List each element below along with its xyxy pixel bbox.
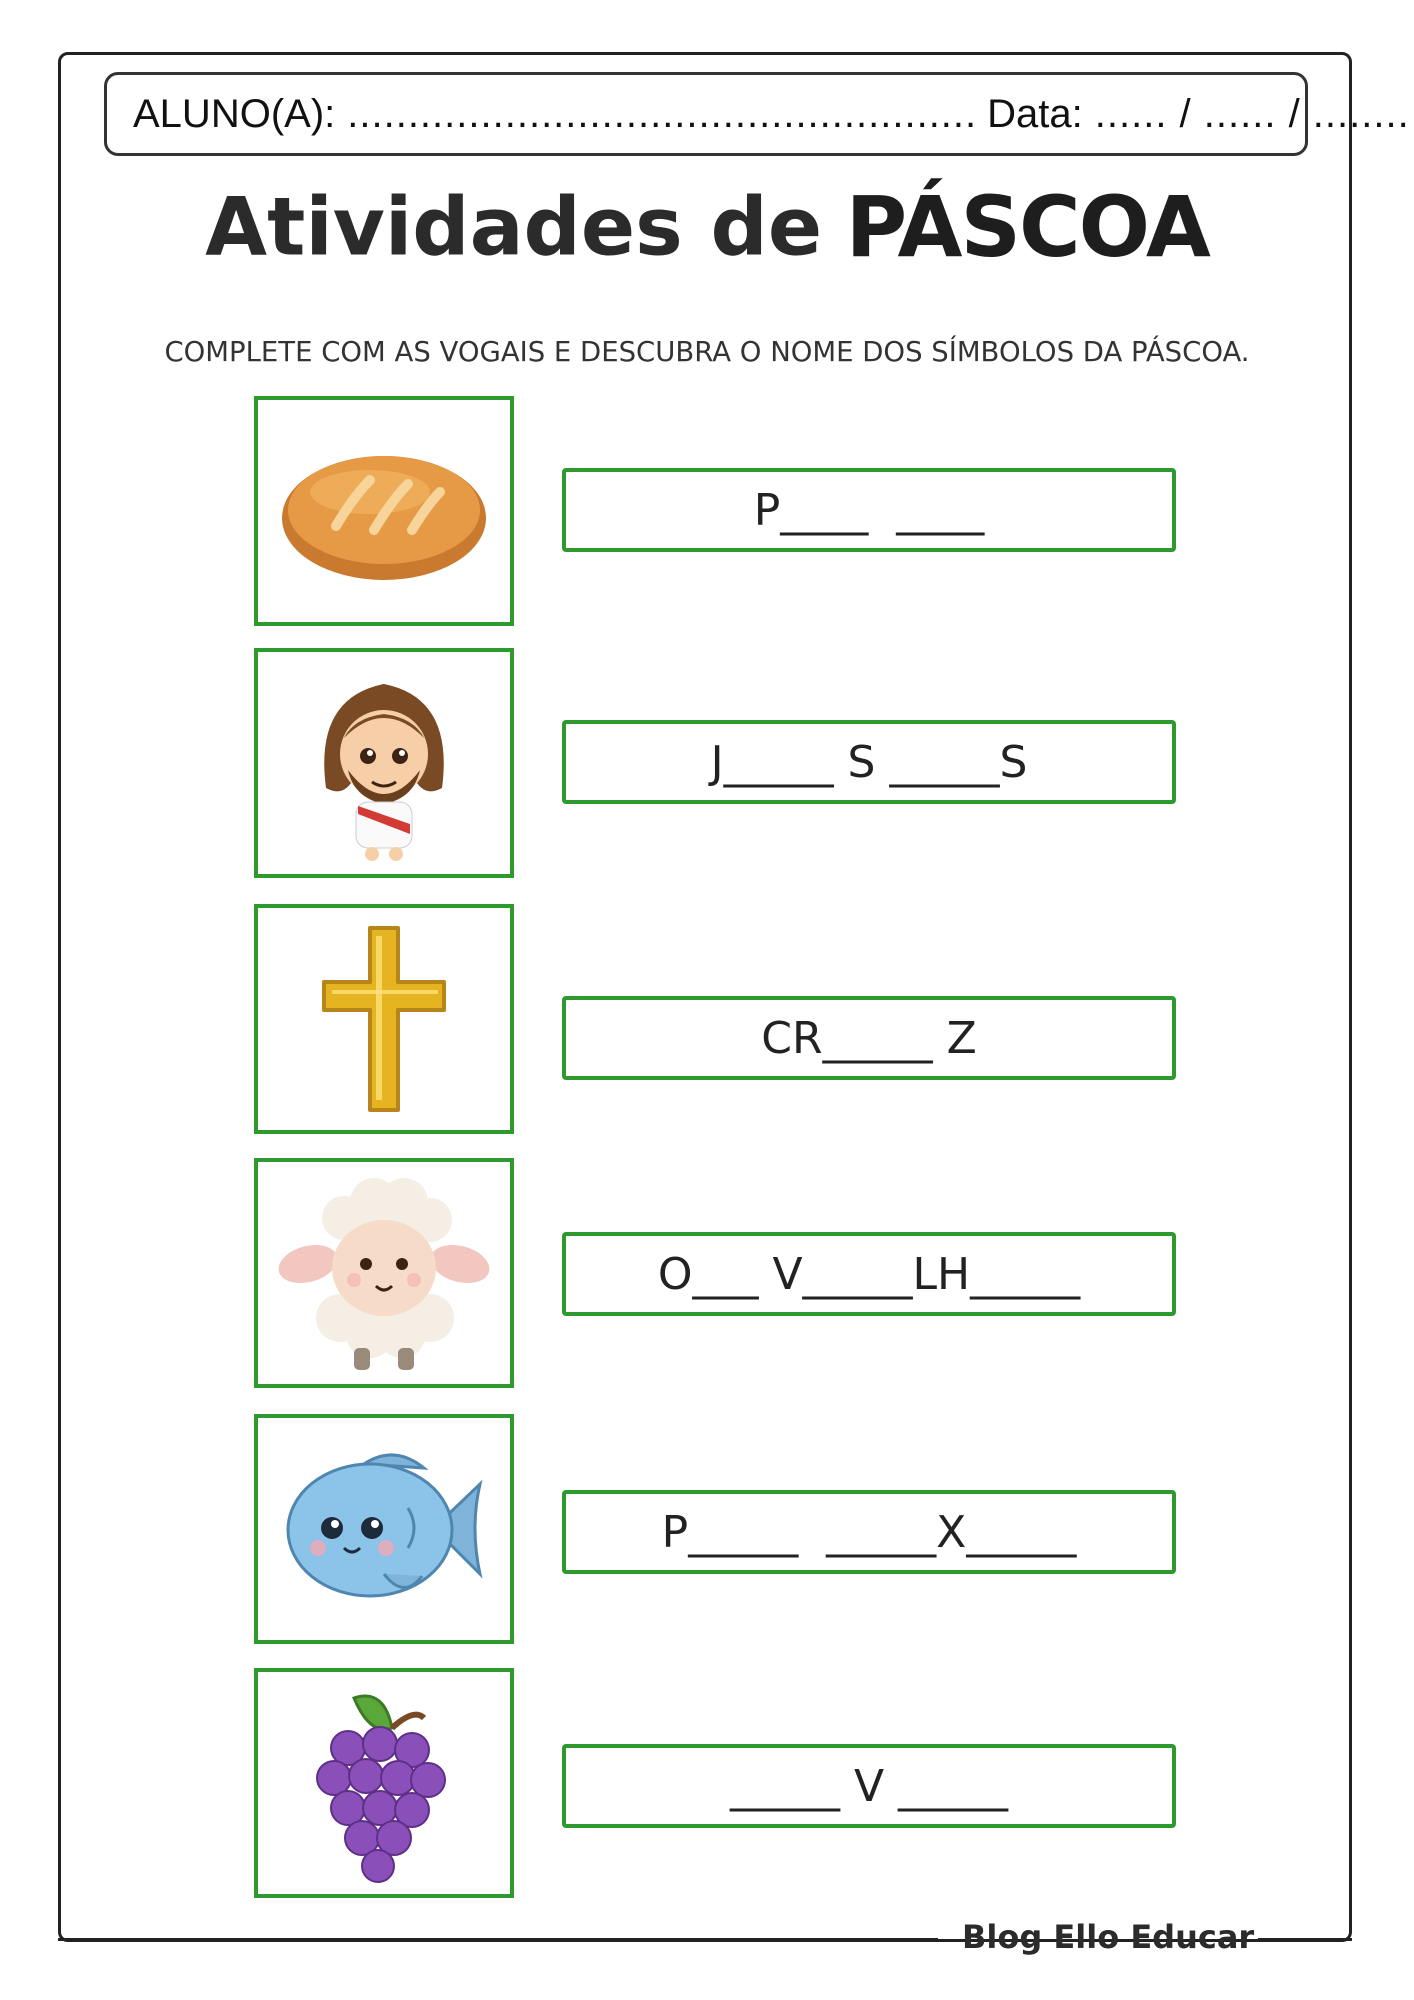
footer-line-right xyxy=(1258,1938,1352,1941)
answer-box-cross[interactable]: CR_____ Z xyxy=(562,996,1176,1080)
answer-box-grapes[interactable]: _____ V _____ xyxy=(562,1744,1176,1828)
lamb-image-box xyxy=(254,1158,514,1388)
grapes-icon xyxy=(274,1678,494,1888)
cross-icon xyxy=(274,914,494,1124)
answer-box-lamb[interactable]: O___ V_____LH_____ xyxy=(562,1232,1176,1316)
grapes-image-box xyxy=(254,1668,514,1898)
student-header xyxy=(104,72,1410,156)
title-part1: Atividades de xyxy=(205,180,823,274)
answer-box-fish[interactable]: P_____ _____X_____ xyxy=(562,1490,1176,1574)
student-label: ALUNO(A): xyxy=(133,91,336,136)
page-title xyxy=(0,178,1414,276)
cross-image-box xyxy=(254,904,514,1134)
fish-image-box xyxy=(254,1414,514,1644)
fish-icon xyxy=(274,1424,494,1634)
title-part2: PÁSCOA xyxy=(845,178,1209,276)
footer-line-left xyxy=(58,1938,938,1941)
jesus-icon xyxy=(274,658,494,868)
answer-box-bread[interactable]: P____ ____ xyxy=(562,468,1176,552)
instructions: COMPLETE COM AS VOGAIS E DESCUBRA O NOME DOS SÍMBOLOS DA PÁSCOA. xyxy=(164,336,1250,368)
date-label: Data: xyxy=(987,91,1083,136)
answer-box-jesus[interactable]: J_____ S _____S xyxy=(562,720,1176,804)
bread-image-box xyxy=(254,396,514,626)
date-blank: ...... / ...... / ........ xyxy=(1094,91,1410,136)
jesus-image-box xyxy=(254,648,514,878)
footer-brand: Blog Ello Educar xyxy=(962,1918,1255,1956)
lamb-icon xyxy=(274,1168,494,1378)
student-name-blank: .................................................... xyxy=(347,91,978,136)
bread-icon xyxy=(274,406,494,616)
